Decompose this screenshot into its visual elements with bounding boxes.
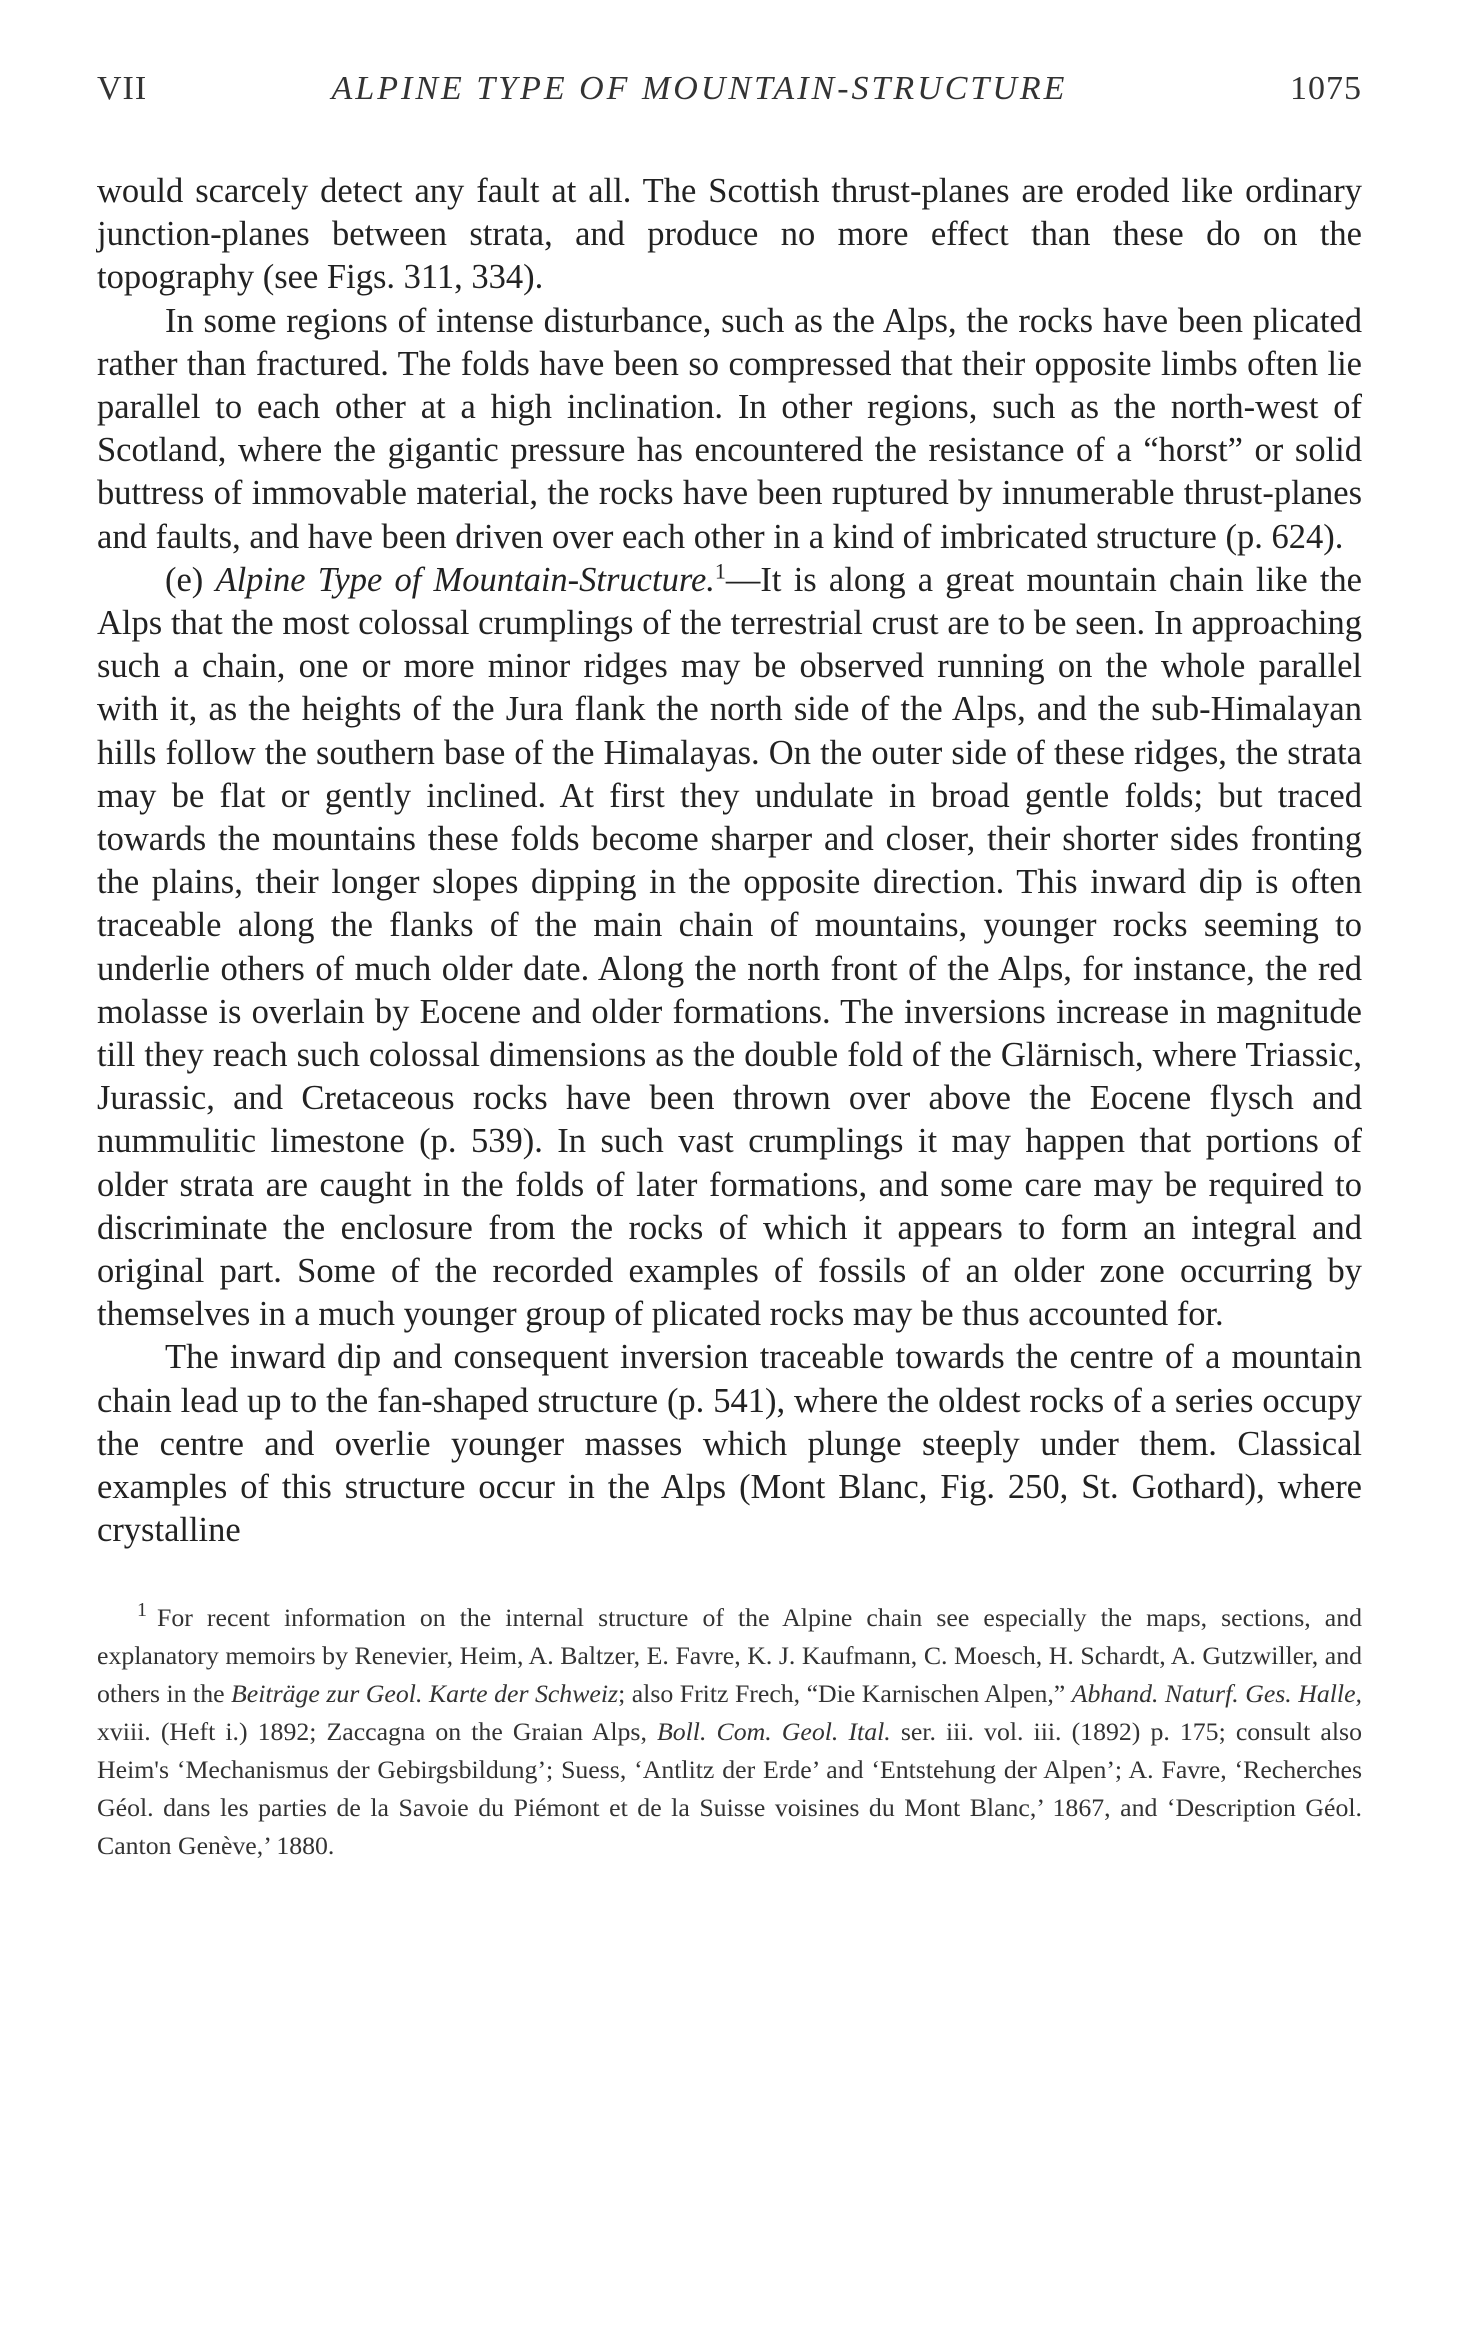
paragraph: The inward dip and consequent inversion traceable towards the centre of a mountain chain lead up to the fan-shaped structure (p. 541), where the oldest rocks of a series occupy the centre and overlie younger masses which plunge steeply under them. Classical examples of this structure occur in the Alps (Mont Blanc, Fig. 250, St. Gothard), where crystalline <box>97 1338 1362 1550</box>
paragraph-continuation: would scarcely detect any fault at all. The Scottish thrust-planes are eroded like ordinary junction-planes between strata, and produce no more effect than these do on the topography (see Figs. 311, 334). <box>97 172 1362 297</box>
section-paragraph: (e) Alpine Type of Mountain-Structure.$^1$—It is along a great mountain chain like the Alps that the most colossal crumplings of the terrestrial crust are to be seen. In approaching such a chain, one or more minor ridges may be observed running on the whole parallel with it, as the heights of the Jura flank the north side of the Alps, and the sub-Himalayan hills follow the southern base of the Himalayas. On the outer side of these ridges, the strata may be flat or gently inclined. At first they undulate in broad gentle folds; but traced towards the mountains these folds become sharper and closer, their shorter sides fronting the plains, their longer slopes dipping in the opposite direction. This inward dip is often traceable along the flanks of the main chain of mountains, younger rocks seeming to underlie others of much older date. Along the north front of the Alps, for instance, the red molasse is overlain by Eocene and older formations. The inversions increase in magnitude till they reach such colossal dimensions as the double fold of the Glärnisch, where Triassic, Jurassic, and Cretaceous rocks have been thrown over above the Eocene flysch and nummulitic limestone (p. 539). In such vast crumplings it may happen that portions of older strata are caught in the folds of later formations, and some care may be required to discriminate the enclosure from the rocks of which it appears to form an integral and original part. Some of the recorded examples of fossils of an older zone occurring by themselves in a much younger group of plicated rocks may be thus accounted for. <box>97 558 1362 1334</box>
footnotes <box>97 1599 1362 1865</box>
page-number: 1075 <box>1289 70 1362 107</box>
chapter-number: VII <box>97 70 148 107</box>
section-prefix: (e) <box>165 560 216 599</box>
main-text <box>97 170 1362 1553</box>
footnote-mark: 1 <box>137 1598 147 1621</box>
footnote: $^1$ For recent information on the internal structure of the Alpine chain see especially the maps, sections, and explanatory memoirs by Renevier, Heim, A. Baltzer, E. Favre, K. J. Kaufmann, C. Moesch, H. Schardt, A. Gutzwiller, and others in the Beiträge zur Geol. Karte der Schweiz; also Fritz Frech, “Die Karnischen Alpen,” Abhand. Naturf. Ges. Halle, xviii. (Heft i.) 1892; Zaccagna on the Graian Alps, Boll. Com. Geol. Ital. ser. iii. vol. iii. (1892) p. 175; consult also Heim's ‘Mechanismus der Gebirgsbildung’; Suess, ‘Antlitz der Erde’ and ‘Entstehung der Alpen’; A. Favre, ‘Recherches Géol. dans les parties de la Savoie du Piémont et de la Suisse voisines du Mont Blanc,’ 1867, and ‘Description Géol. Canton Genève,’ 1880. <box>97 1598 1362 1860</box>
running-title: ALPINE TYPE OF MOUNTAIN-STRUCTURE <box>331 70 1068 107</box>
running-header <box>97 70 1362 118</box>
paragraph: In some regions of intense disturbance, such as the Alps, the rocks have been plicated rather than fractured. The folds have been so compressed that their opposite limbs often lie parallel to each other at a high inclination. In other regions, such as the north-west of Scotland, where the gigantic pressure has encountered the resistance of a “horst” or solid buttress of immovable material, the rocks have been ruptured by innumerable thrust-planes and faults, and have been driven over each other in a kind of imbricated structure (p. 624). <box>97 301 1362 556</box>
section-heading: Alpine Type of Mountain-Structure. <box>215 560 715 599</box>
footnote-reference[interactable]: 1 <box>714 558 726 584</box>
